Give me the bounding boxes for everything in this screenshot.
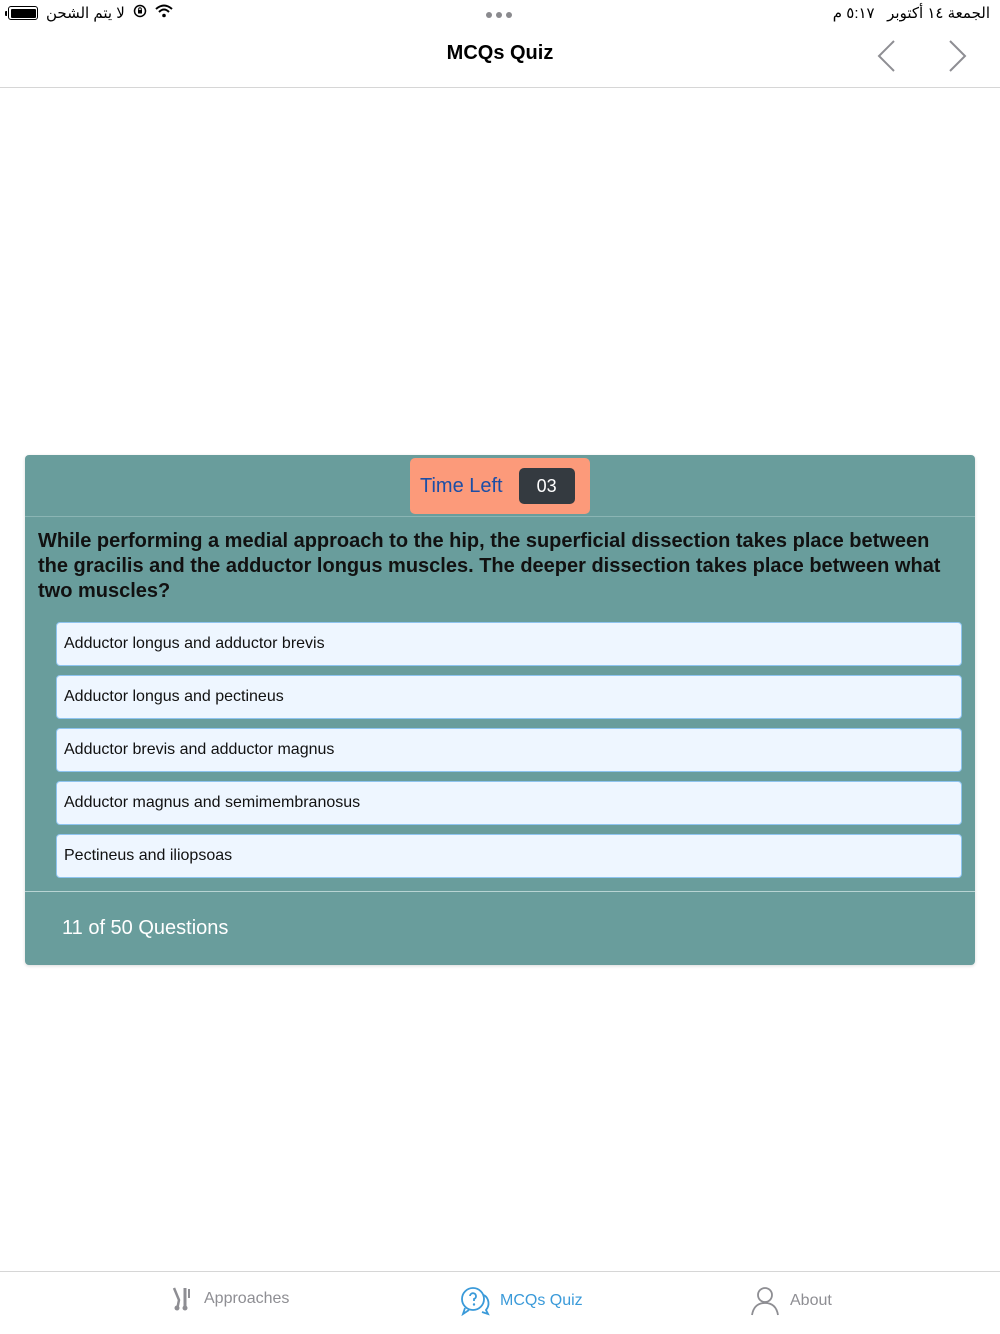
tab-bar (0, 1271, 1000, 1334)
chevron-right-icon[interactable] (940, 38, 974, 74)
tab-label: MCQs Quiz (500, 1292, 583, 1309)
multitasking-dots-icon[interactable] (486, 12, 512, 18)
orientation-lock-icon (133, 4, 147, 22)
answer-option-2[interactable]: Adductor longus and pectineus (56, 675, 962, 719)
answer-options (56, 622, 962, 887)
status-time: ٥:١٧ م (832, 5, 875, 22)
scalpel-icon (170, 1286, 194, 1312)
tab-approaches[interactable] (170, 1286, 289, 1312)
navigation-bar (0, 28, 1000, 88)
quiz-card-footer (25, 891, 975, 965)
timer-label: Time Left (420, 474, 503, 497)
status-date: الجمعة ١٤ أكتوبر (887, 5, 990, 22)
chevron-left-icon[interactable] (870, 38, 904, 74)
battery-icon (8, 6, 38, 20)
timer-box (410, 458, 590, 514)
status-bar (0, 0, 1000, 28)
quiz-card (25, 455, 975, 965)
status-left (8, 4, 173, 22)
timer-value: 03 (519, 468, 575, 504)
status-datetime (833, 4, 990, 22)
tab-about[interactable] (750, 1286, 832, 1316)
person-icon (750, 1286, 780, 1316)
question-progress: 11 of 50 Questions (62, 917, 229, 939)
tab-label: About (790, 1292, 832, 1309)
answer-option-5[interactable]: Pectineus and iliopsoas (56, 834, 962, 878)
answer-option-4[interactable]: Adductor magnus and semimembranosus (56, 781, 962, 825)
wifi-icon (155, 4, 173, 22)
tab-label: Approaches (204, 1290, 290, 1307)
question-bubble-icon (460, 1286, 490, 1316)
question-text: While performing a medial approach to the hip, the superficial dissection takes place between the gracilis and the adductor longus muscles. The deeper dissection takes place between what two muscles? (38, 530, 941, 602)
page-title: MCQs Quiz (446, 42, 554, 64)
answer-option-3[interactable]: Adductor brevis and adductor magnus (56, 728, 962, 772)
answer-option-1[interactable]: Adductor longus and adductor brevis (56, 622, 962, 666)
quiz-card-header (25, 455, 975, 517)
charging-status: لا يتم الشحن (46, 5, 125, 22)
tab-mcqs-quiz[interactable] (460, 1286, 583, 1316)
